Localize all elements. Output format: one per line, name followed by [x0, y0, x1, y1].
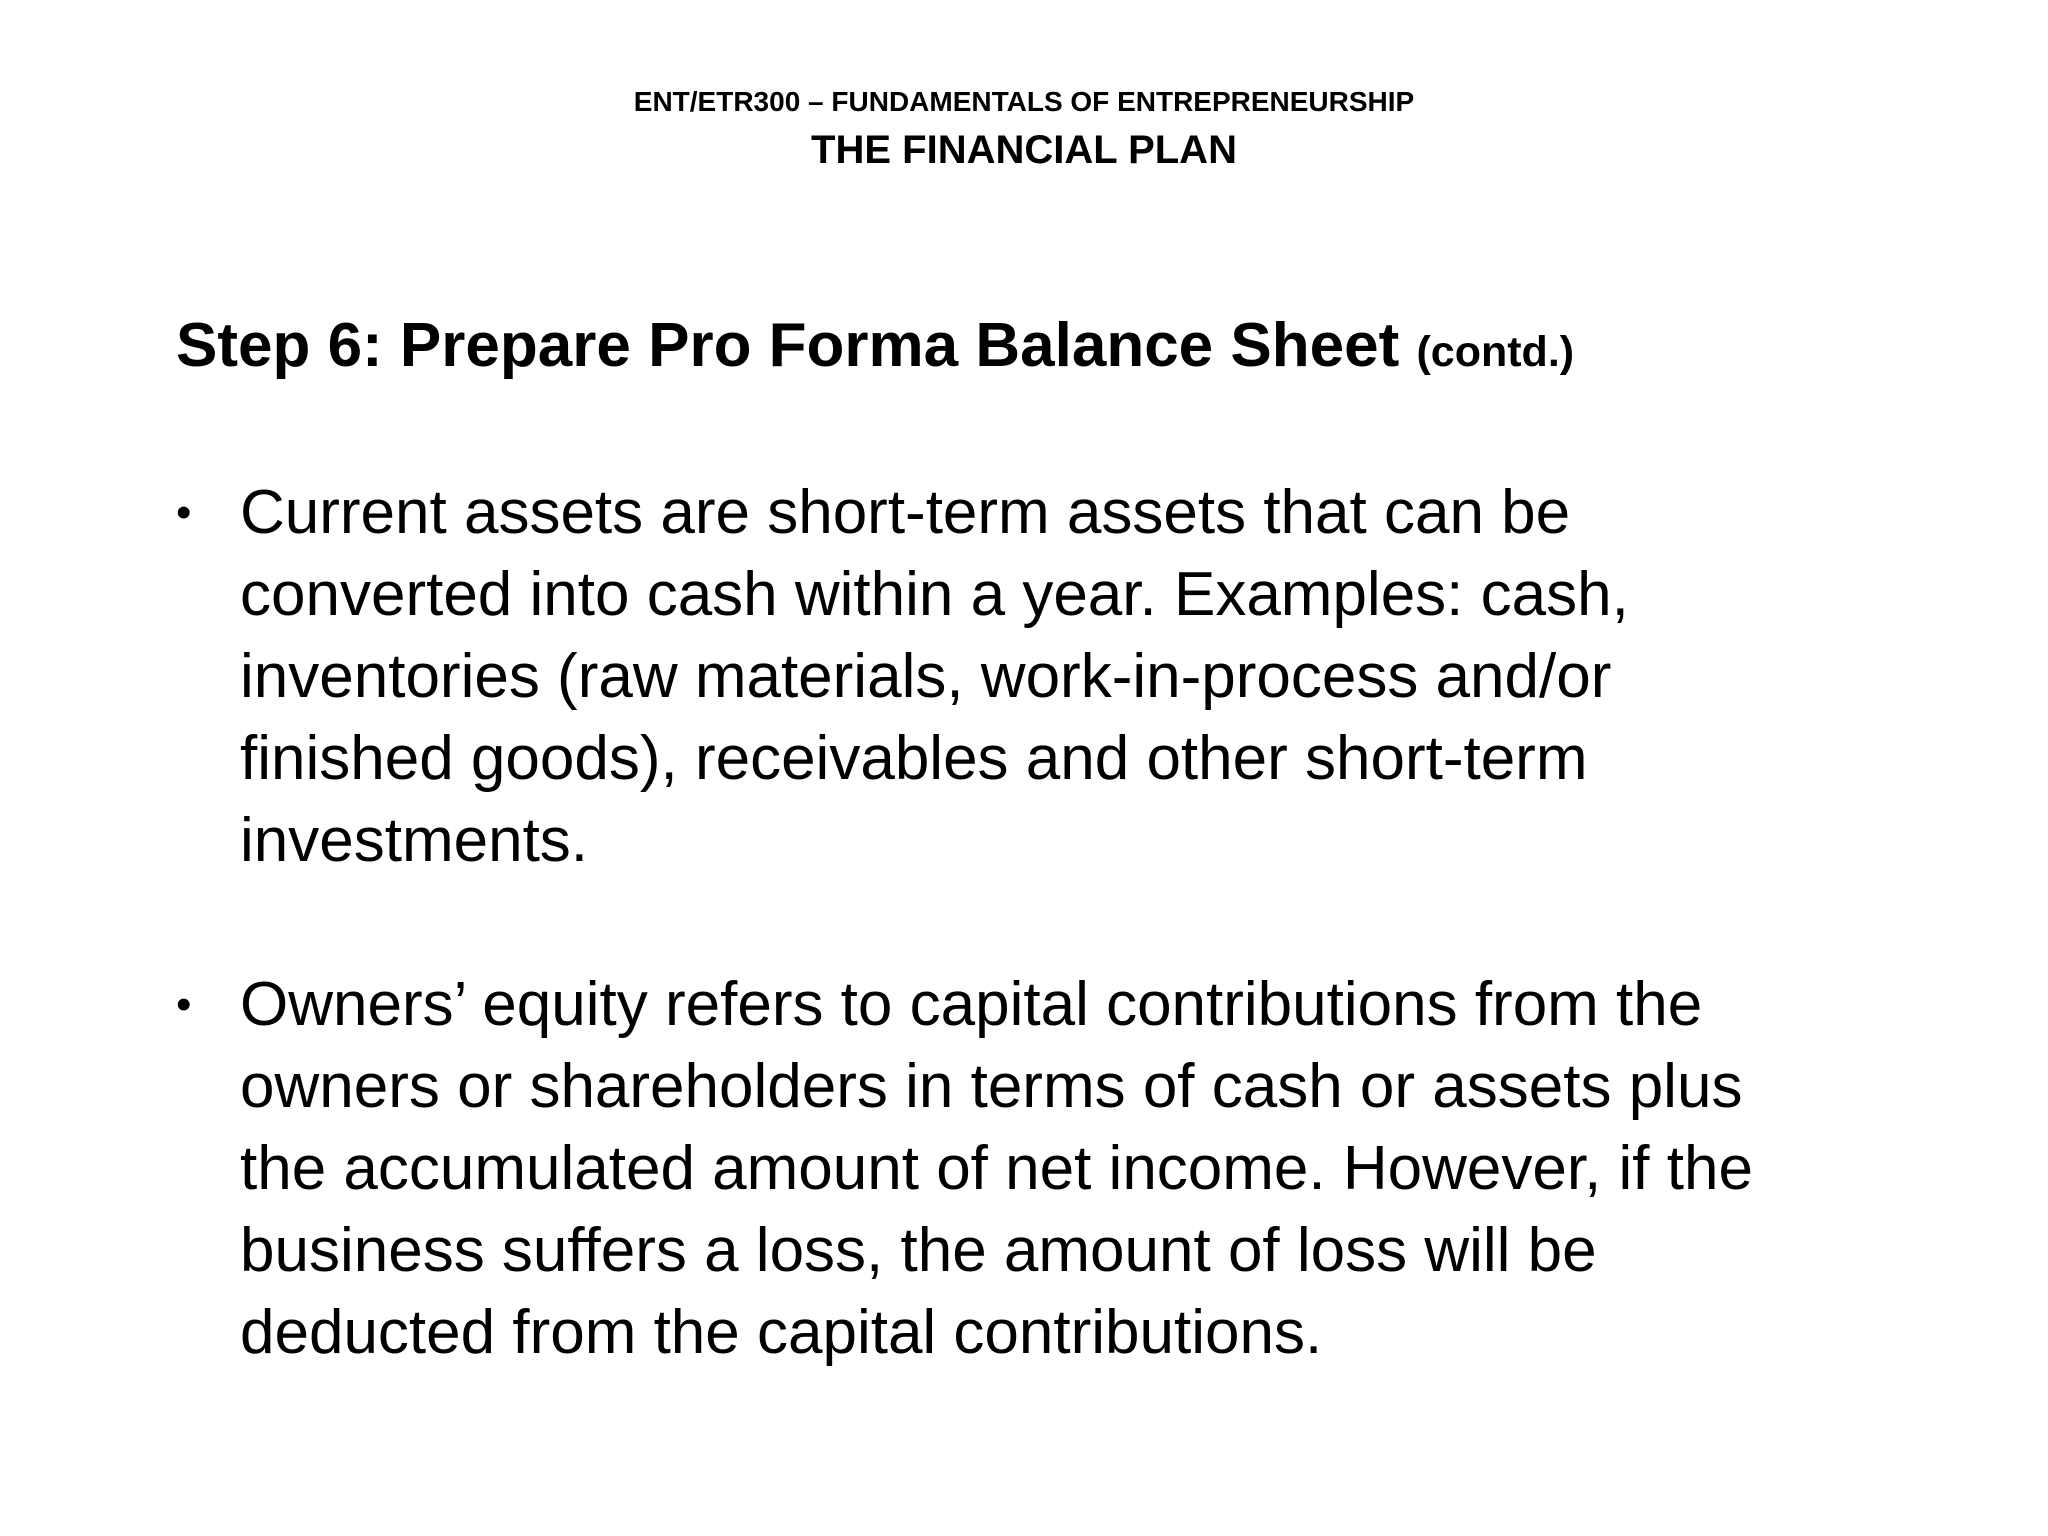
bullet-line: deducted from the capital contributions. — [240, 1298, 1323, 1367]
bullet-line: finished goods), receivables and other short-term — [240, 724, 1588, 793]
step-heading-suffix: (contd.) — [1416, 328, 1575, 376]
bullet-line: Owners’ equity refers to capital contributions from the — [240, 970, 1703, 1039]
bullet-text — [240, 964, 1940, 1374]
bullet-icon: • — [176, 980, 192, 1029]
bullet-item-owners-equity — [176, 964, 1976, 1374]
bullet-line: owners or shareholders in terms of cash or assets plus — [240, 1052, 1743, 1121]
bullet-line: inventories (raw materials, work-in-process and/or — [240, 642, 1612, 711]
bullet-item-current-assets — [176, 472, 1976, 882]
bullet-line: converted into cash within a year. Examples: cash, — [240, 560, 1629, 629]
bullet-icon: • — [176, 488, 192, 537]
bullet-line: business suffers a loss, the amount of loss will be — [240, 1216, 1597, 1285]
step-heading — [176, 308, 1574, 390]
bullet-line: the accumulated amount of net income. However, if the — [240, 1134, 1753, 1203]
bullet-text — [240, 472, 1940, 882]
course-title: ENT/ETR300 – FUNDAMENTALS OF ENTREPRENEURSHIP — [633, 86, 1415, 117]
topic-title: THE FINANCIAL PLAN — [811, 128, 1237, 172]
step-heading-text: Step 6: Prepare Pro Forma Balance Sheet — [176, 311, 1400, 380]
bullet-line: Current assets are short-term assets that can be — [240, 478, 1571, 547]
bullet-line: investments. — [240, 806, 589, 875]
bullet-list — [176, 472, 1976, 1374]
slide-header — [0, 82, 2048, 176]
